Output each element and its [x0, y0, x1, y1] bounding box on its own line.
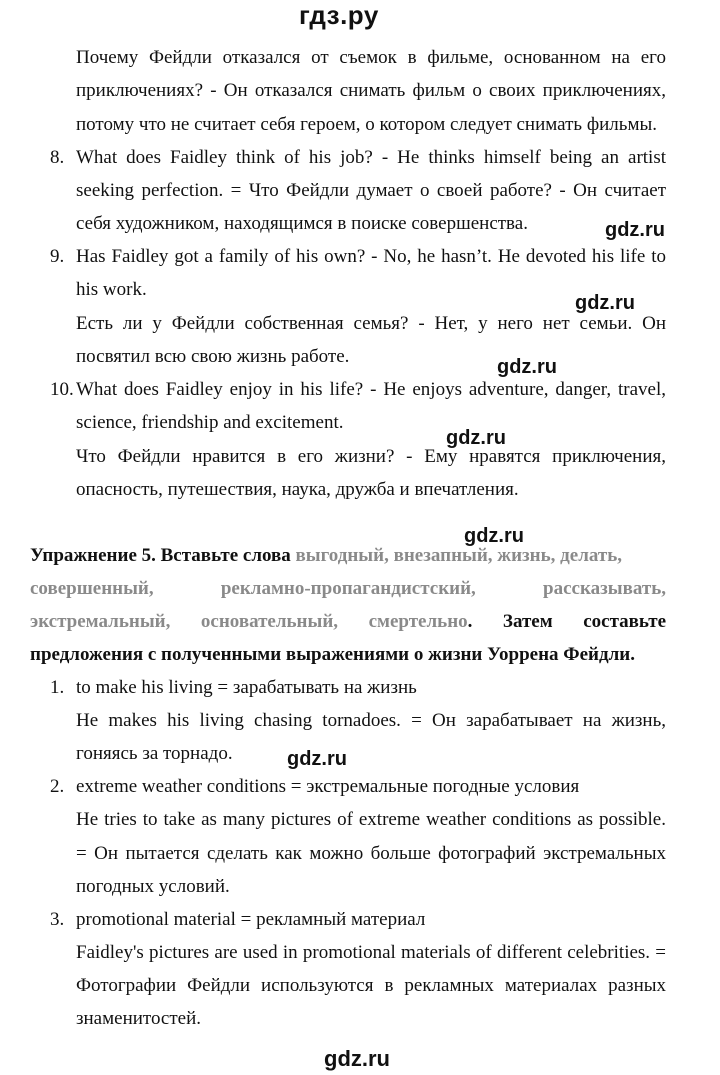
text-line: гоняясь за торнадо.: [76, 743, 233, 764]
text-line: = Он пытается сделать как можно больше фотографий экстремальных: [76, 843, 666, 864]
text-line: He tries to take as many pictures of extreme weather conditions as possible.: [76, 809, 666, 830]
instruction-line: предложения с полученными выражениями о жизни Уоррена Фейдли.: [30, 644, 635, 665]
list-number: 10.: [50, 379, 74, 400]
text-line: What does Faidley think of his job? - He thinks himself being an artist: [76, 147, 666, 168]
word: совершенный,: [30, 578, 154, 599]
text-line: опасность, путешествия, наука, дружба и впечатления.: [76, 479, 519, 500]
text-line: приключениях? - Он отказался снимать фильм о своих приключениях,: [76, 80, 666, 101]
text-line: знаменитостей.: [76, 1008, 202, 1029]
text-line: себя художником, находящимся в поиске совершенства.: [76, 213, 528, 234]
text-line: What does Faidley enjoy in his life? - He enjoys adventure, danger, travel,: [76, 379, 666, 400]
list-number: 8.: [50, 147, 65, 168]
word-list-line-1: выгодный, внезапный, жизнь, делать,: [295, 545, 622, 566]
text-line: Есть ли у Фейдли собственная семья? - Нет, у него нет семьи. Он: [76, 313, 666, 334]
word: смертельно: [368, 611, 468, 632]
watermark: gdz.ru: [287, 748, 347, 770]
watermark: gdz.ru: [446, 427, 506, 449]
instruction-continuation: . Затем составьте: [467, 611, 667, 632]
page-header-site-title: гдз.ру: [299, 0, 379, 30]
exercise-heading: Упражнение 5. Вставьте слова: [30, 545, 291, 566]
item-title: extreme weather conditions = экстремальные погодные условия: [76, 776, 580, 797]
text-line: Faidley's pictures are used in promotional materials of different celebrities. =: [76, 942, 666, 963]
exercise-heading-line-1: [30, 545, 622, 567]
word-list-line-3: [30, 611, 666, 633]
text-line: погодных условий.: [76, 876, 230, 897]
word: рассказывать,: [543, 578, 667, 599]
watermark: gdz.ru: [464, 525, 524, 547]
watermark: gdz.ru: [575, 292, 635, 314]
list-number: 9.: [50, 246, 65, 267]
text-line: science, friendship and excitement.: [76, 412, 344, 433]
word: экстремальный,: [30, 611, 171, 632]
text-line: Почему Фейдли отказался от съемок в фильме, основанном на его: [76, 47, 666, 68]
list-number: 1.: [50, 677, 65, 698]
list-number: 2.: [50, 776, 65, 797]
item-title: to make his living = зарабатывать на жизнь: [76, 677, 417, 698]
watermark: gdz.ru: [324, 1046, 390, 1071]
word: рекламно-пропагандистский,: [220, 578, 476, 599]
text-line: Что Фейдли нравится в его жизни? - Ему нравятся приключения,: [76, 446, 666, 467]
list-number: 3.: [50, 909, 65, 930]
text-line: потому что не считает себя героем, о котором следует снимать фильмы.: [76, 114, 657, 135]
watermark: gdz.ru: [497, 356, 557, 378]
watermark: gdz.ru: [605, 219, 665, 241]
text-line: Has Faidley got a family of his own? - No, he hasn’t. He devoted his life to: [76, 246, 666, 267]
word: основательный,: [200, 611, 339, 632]
text-line: He makes his living chasing tornadoes. = Он зарабатывает на жизнь,: [76, 710, 666, 731]
text-line: посвятил всю свою жизнь работе.: [76, 346, 350, 367]
text-line: seeking perfection. = Что Фейдли думает о своей работе? - Он считает: [76, 180, 666, 201]
item-title: promotional material = рекламный материал: [76, 909, 426, 930]
text-line: Фотографии Фейдли используются в рекламных материалах разных: [76, 975, 666, 996]
word-list-line-2: [30, 578, 666, 600]
text-line: his work.: [76, 279, 147, 300]
